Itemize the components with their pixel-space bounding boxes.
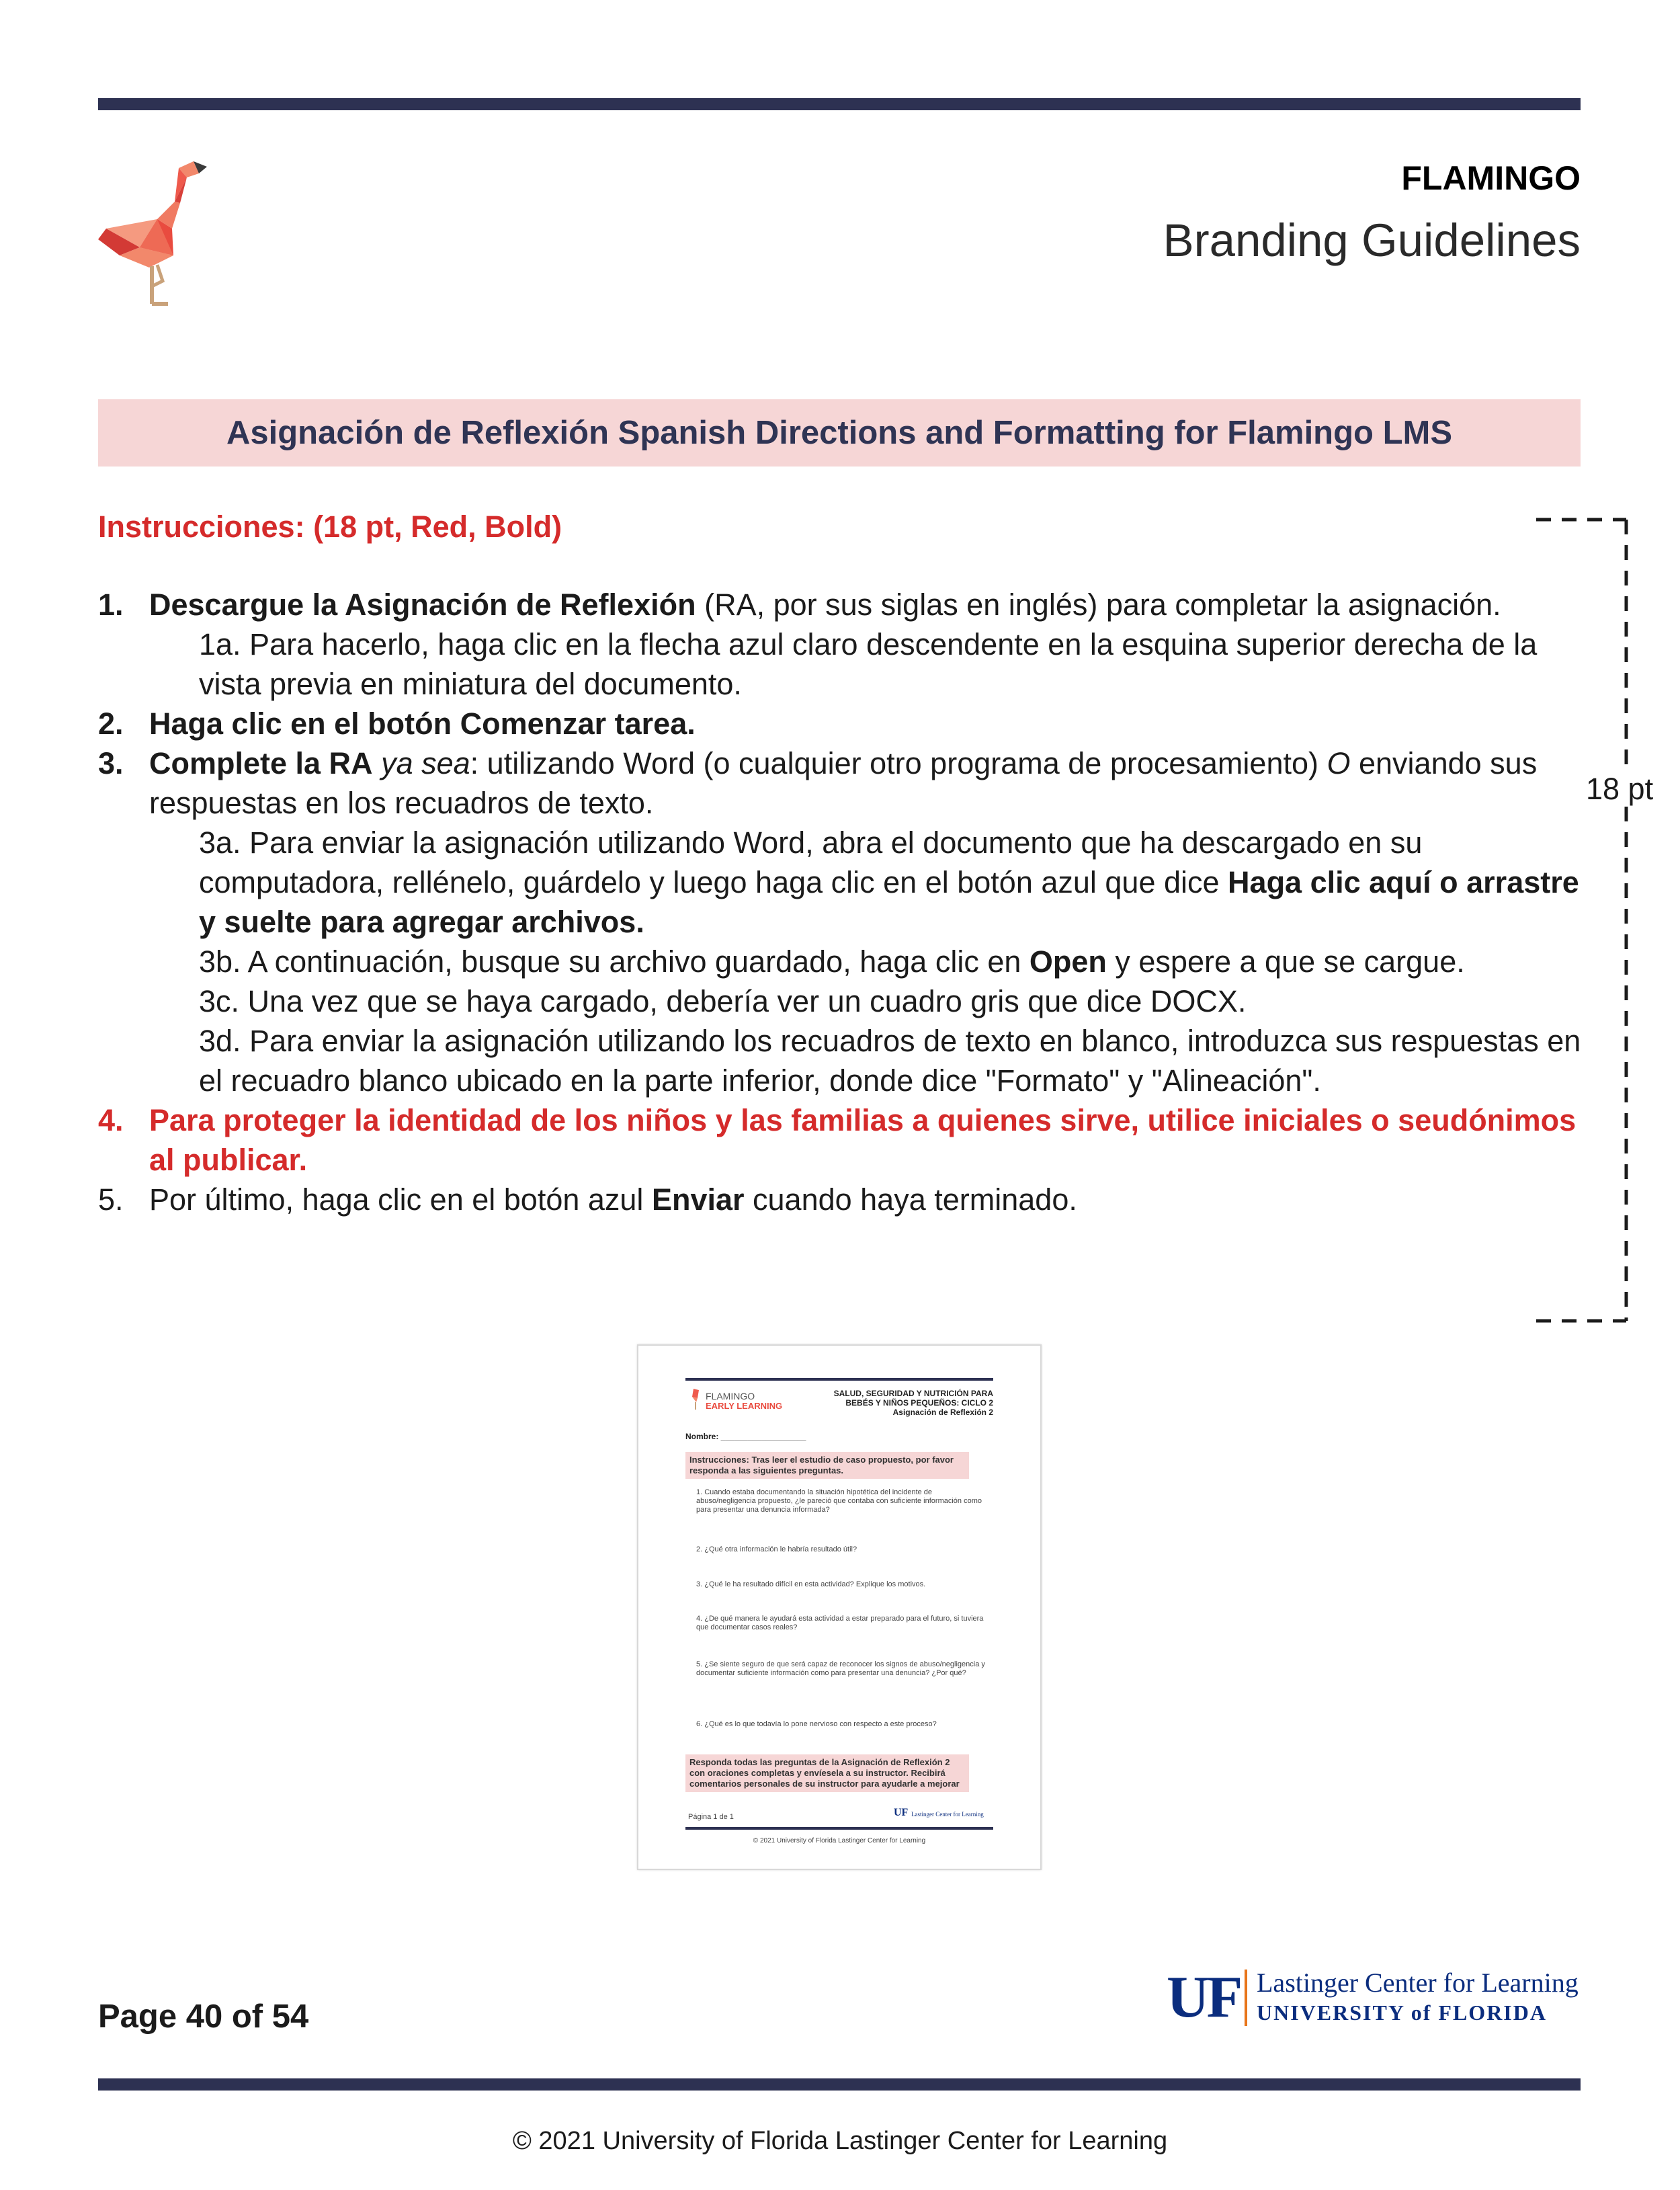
list-subitem: 3d. Para enviar la asignación utilizando los recuadros de texto en blanco, introduzca sus respuestas en el recuadro blanco ubicado en la parte inferior, donde dice "Formato" y "Alineación". — [199, 1024, 1581, 1098]
uf-line-2: UNIVERSITY of FLORIDA — [1257, 2000, 1547, 2025]
document-thumbnail: FLAMINGO EARLY LEARNING SALUD, SEGURIDAD Y NUTRICIÓN PARA BEBÉS Y NIÑOS PEQUEÑOS: CICLO 2 Asignación de Reflexión 2 Nombre: ___________________ Instrucciones: Tras leer el estudio de caso propuesto, por favor responda a las siguientes preguntas. 1. Cuando estaba documentando la situación hipotética del incidente de abuso/negligencia propuesto, ¿le pareció que contaba con suficiente información como para presentar una denuncia informada? 2. ¿Qué otra información le habría resultado útil? 3. ¿Qué le ha resultado difícil en esta actividad? Explique los motivos. 4. ¿De qué manera le ayudará esta actividad a estar preparado para el futuro, si tuviera que documentar casos reales? 5. ¿Se siente seguro de que será capaz de reconocer los signos de abuso/negligencia y documentar suficiente información como para presentar una denuncia? ¿Por qué? 6. ¿Qué es lo que todavía lo pone nervioso con respecto a este proceso? Responda todas las preguntas de la Asignación de Reflexión 2 con oraciones completas y envíesela a su instructor. Recibirá comentarios personales de su instructor para ayudarle a mejorar Página 1 de 1 UF Lastinger Center for Learning © 2021 University of Florida Lastinger Center for Learning — [637, 1344, 1042, 1870]
uf-line-1: Lastinger Center for Learning — [1257, 1968, 1579, 1998]
list-item: 1. Descargue la Asignación de Reflexión (RA, por sus siglas en inglés) para completar la asignación. — [98, 587, 1501, 622]
list-subitem: 3c. Una vez que se haya cargado, debería ver un cuadro gris que dice DOCX. — [199, 984, 1247, 1018]
list-subitem: 3a. Para enviar la asignación utilizando Word, abra el documento que ha descargado en su computadora, rellénelo, guárdelo y luego haga clic en el botón azul que dice Haga clic aquí o arrastre y suelte para agregar archivos. — [199, 825, 1579, 939]
instructions-heading: Instrucciones: (18 pt, Red, Bold) — [98, 510, 562, 544]
list-item: 5. Por último, haga clic en el botón azul Enviar cuando haya terminado. — [98, 1182, 1077, 1217]
thumb-uf-mark: UF — [894, 1807, 909, 1818]
brand-subtitle: Branding Guidelines — [1163, 214, 1581, 266]
bottom-rule — [98, 2078, 1581, 2091]
size-bracket-icon — [1534, 518, 1634, 1324]
list-subitem: 1a. Para hacerlo, haga clic en la flecha azul claro descendente en la esquina superior derecha de la vista previa en miniatura del documento. — [199, 627, 1538, 701]
copyright: © 2021 University of Florida Lastinger Center for Learning — [512, 2127, 1168, 2155]
title-band — [98, 399, 1581, 467]
thumb-bottom-rule — [685, 1827, 993, 1830]
list-item: 2. Haga clic en el botón Comenzar tarea. — [98, 706, 696, 741]
list-subitem: 3b. A continuación, busque su archivo guardado, haga clic en Open y espere a que se cargue. — [199, 944, 1465, 979]
uf-divider — [1245, 1970, 1247, 2026]
instructions-list — [98, 585, 1590, 1219]
thumb-top-rule — [685, 1378, 993, 1381]
flamingo-logo-icon — [93, 155, 214, 309]
page-number: Page 40 of 54 — [98, 1998, 309, 2035]
list-item-warning: 4. Para proteger la identidad de los niños y las familias a quienes sirve, utilice iniciales o seudónimos al publicar. — [98, 1103, 1577, 1177]
top-rule — [98, 98, 1581, 110]
brand-name: FLAMINGO — [1401, 159, 1581, 197]
size-annotation: 18 pt — [1586, 772, 1654, 806]
section-title: Asignación de Reflexión Spanish Directions and Formatting for Flamingo LMS — [226, 415, 1453, 451]
uf-mark: UF — [1167, 1965, 1241, 2030]
list-item: 3. Complete la RA ya sea: utilizando Word (o cualquier otro programa de procesamiento) O enviando sus respuestas en los recuadros de texto. — [98, 746, 1538, 820]
thumb-flamingo-icon — [689, 1387, 704, 1410]
uf-lastinger-logo — [1167, 1965, 1583, 2033]
